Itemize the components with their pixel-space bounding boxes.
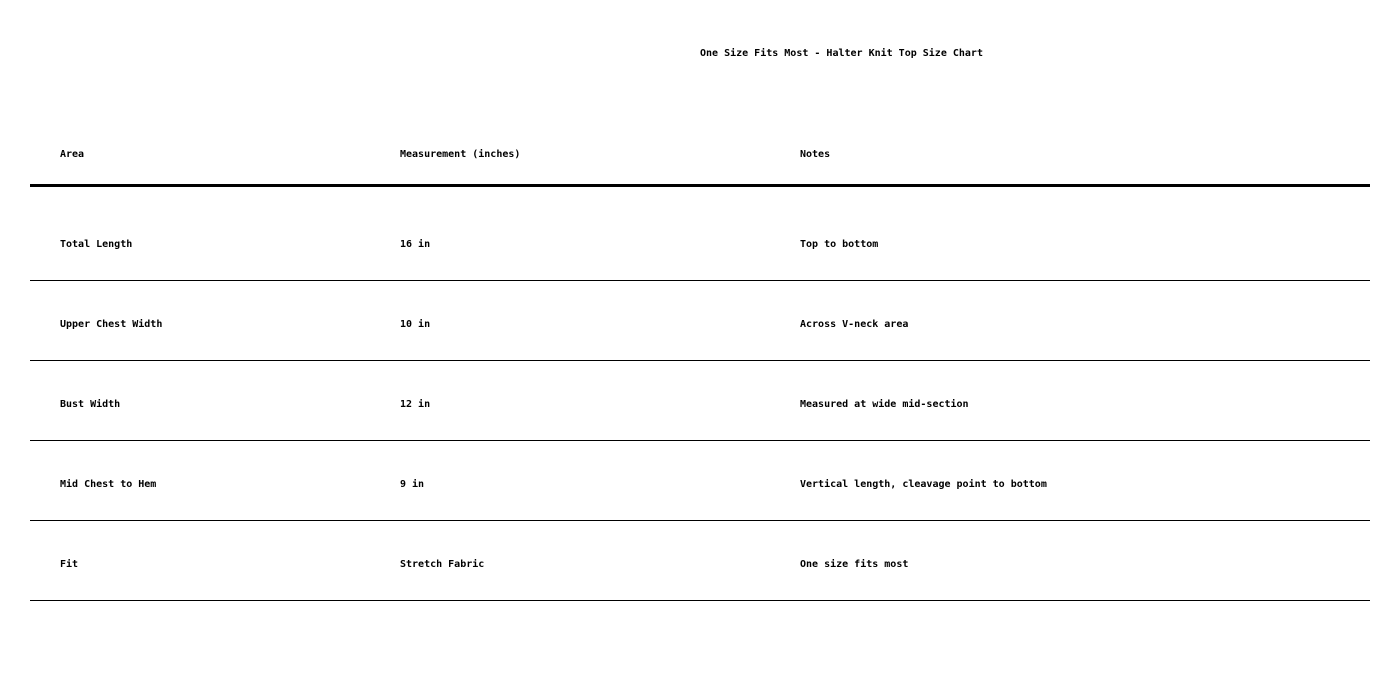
- cell-area: Upper Chest Width: [60, 319, 163, 330]
- cell-notes: One size fits most: [800, 559, 909, 570]
- column-header-notes: Notes: [800, 149, 831, 160]
- cell-notes: Top to bottom: [800, 239, 879, 250]
- cell-notes: Across V-neck area: [800, 319, 909, 330]
- cell-measurement: 16 in: [400, 239, 431, 250]
- table-row: [30, 281, 1370, 361]
- cell-notes: Measured at wide mid-section: [800, 399, 969, 410]
- cell-area: Total Length: [60, 239, 133, 250]
- table-row: [30, 441, 1370, 521]
- cell-measurement: 12 in: [400, 399, 431, 410]
- table-row: [30, 201, 1370, 281]
- cell-measurement: 9 in: [400, 479, 425, 490]
- table-header-row: [30, 0, 1370, 187]
- cell-measurement: 10 in: [400, 319, 431, 330]
- page-title: One Size Fits Most - Halter Knit Top Size Chart: [700, 48, 983, 59]
- table-row: [30, 521, 1370, 601]
- cell-area: Mid Chest to Hem: [60, 479, 157, 490]
- cell-notes: Vertical length, cleavage point to bottom: [800, 479, 1047, 490]
- cell-area: Fit: [60, 559, 79, 570]
- table-row: [30, 361, 1370, 441]
- column-header-measurement: Measurement (inches): [400, 149, 521, 160]
- column-header-area: Area: [60, 149, 85, 160]
- cell-area: Bust Width: [60, 399, 121, 410]
- cell-measurement: Stretch Fabric: [400, 559, 485, 570]
